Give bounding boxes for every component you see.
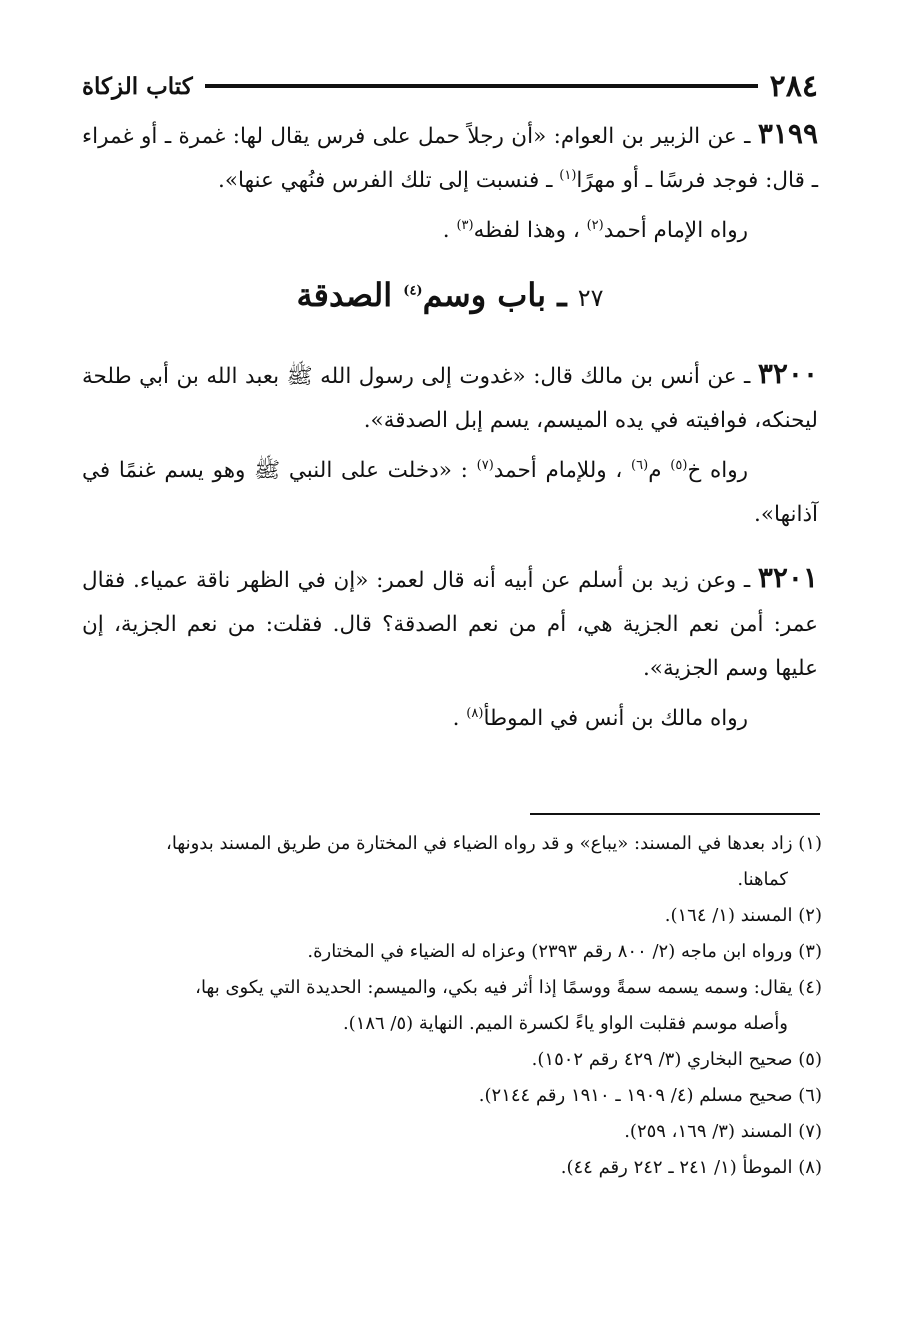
footnote-2 bbox=[82, 898, 822, 934]
footnote-text: زاد بعدها في المسند: «يباع» و قد رواه الضياء في المختارة من طريق المسند بدونها، bbox=[166, 833, 799, 854]
footnote-number: (٣) bbox=[798, 941, 822, 962]
footnote-ref: (١) bbox=[559, 167, 577, 183]
footnote-ref: (٤) bbox=[403, 283, 423, 299]
footnote-4-cont: وأصله موسم فقلبت الواو ياءً لكسرة الميم. النهاية (٥/ ١٨٦). bbox=[342, 1013, 788, 1034]
narration-text: : «دخلت على النبي ﷺ وهو يسم غنمًا في آذانها». bbox=[82, 458, 818, 527]
narration-text: رواه الإمام أحمد bbox=[603, 218, 748, 243]
footnote-number: (٢) bbox=[798, 905, 822, 926]
footnote-ref: (٦) bbox=[631, 457, 649, 473]
footnote-ref: (٢) bbox=[586, 217, 604, 233]
narration-text: . bbox=[442, 218, 457, 243]
footnotes bbox=[82, 826, 822, 1186]
narration bbox=[82, 209, 818, 253]
footnote-3 bbox=[82, 934, 822, 970]
chapter-title-end: الصدقة bbox=[296, 276, 404, 314]
narration-text: ، وهذا لفظه bbox=[473, 218, 587, 243]
footnote-number: (١) bbox=[798, 833, 822, 854]
footnote-text: يقال: وسمه يسمه سمةً ووسمًا إذا أثر فيه بكي، والميسم: الحديدة التي يكوى بها، bbox=[195, 977, 799, 998]
hadith-3201 bbox=[82, 556, 818, 741]
footnote-7 bbox=[82, 1114, 822, 1150]
footnote-number: (٨) bbox=[798, 1157, 822, 1178]
book-title: كتاب الزكاة bbox=[82, 72, 193, 100]
footnote-ref: (٣) bbox=[456, 217, 474, 233]
footnote-text: المسند (٣/ ١٦٩، ٢٥٩). bbox=[624, 1121, 799, 1142]
narration bbox=[82, 697, 818, 741]
footnote-text: الموطأ (١/ ٢٤١ ـ ٢٤٢ رقم ٤٤). bbox=[560, 1157, 799, 1178]
narration-text: ، وللإمام أحمد bbox=[493, 458, 632, 483]
hadith-3199-text bbox=[82, 112, 818, 203]
chapter-number: ٢٧ bbox=[577, 284, 604, 312]
footnote-number: (٦) bbox=[798, 1085, 822, 1106]
page-number: ٢٨٤ bbox=[769, 68, 818, 104]
footnote-text: المسند (١/ ١٦٤). bbox=[664, 905, 799, 926]
chapter-heading bbox=[82, 276, 818, 314]
hadith-number: ٣٢٠٠ bbox=[757, 357, 818, 390]
footnote-4 bbox=[82, 970, 822, 1006]
footnote-1 bbox=[82, 826, 822, 862]
hadith-3200-text bbox=[82, 352, 818, 443]
footnote-8 bbox=[82, 1150, 822, 1186]
footnote-number: (٥) bbox=[798, 1049, 822, 1070]
footnote-text: صحيح البخاري (٣/ ٤٢٩ رقم ١٥٠٢). bbox=[531, 1049, 799, 1070]
header-rule bbox=[205, 84, 758, 88]
hadith-number: ٣١٩٩ bbox=[757, 117, 818, 150]
footnote-ref: (٨) bbox=[466, 705, 484, 721]
footnote-1-cont: كماهنا. bbox=[737, 869, 788, 890]
hadith-number: ٣٢٠١ bbox=[757, 561, 818, 594]
narration-text: رواه مالك بن أنس في الموطأ bbox=[483, 706, 748, 731]
hadith-3200 bbox=[82, 352, 818, 537]
footnote-ref: (٥) bbox=[670, 457, 688, 473]
footnote-text: صحيح مسلم (٤/ ١٩٠٩ ـ ١٩١٠ رقم ٢١٤٤). bbox=[478, 1085, 799, 1106]
narration bbox=[82, 449, 818, 537]
hadith-text: ـ عن الزبير بن العوام: «أن رجلاً حمل على فرس يقال لها: غمرة ـ أو غمراء ـ قال: فوجد فرسًا ـ أو مهرًا bbox=[82, 124, 818, 193]
footnote-5 bbox=[82, 1042, 822, 1078]
hadith-3199 bbox=[82, 112, 818, 253]
chapter-title: ـ باب وسم bbox=[422, 276, 578, 314]
narration-text: رواه خ bbox=[687, 458, 749, 483]
footnote-text: ورواه ابن ماجه (٢/ ٨٠٠ رقم ٢٣٩٣) وعزاه له الضياء في المختارة. bbox=[307, 941, 799, 962]
footnote-number: (٤) bbox=[798, 977, 822, 998]
hadith-3201-text bbox=[82, 556, 818, 691]
hadith-text-end: ـ فنسبت إلى تلك الفرس فنُهي عنها». bbox=[218, 168, 560, 193]
hadith-text: ـ وعن زيد بن أسلم عن أبيه أنه قال لعمر: «إن في الظهر ناقة عمياء. فقال عمر: أمن نعم الجزية هي، أم من نعم الصدقة؟ قال. فقلت: من نعم الجزية، إن عليها وسم الجزية». bbox=[82, 568, 818, 681]
narration-text: . bbox=[452, 706, 467, 731]
footnote-6 bbox=[82, 1078, 822, 1114]
narration-text: م bbox=[648, 458, 671, 483]
footnote-ref: (٧) bbox=[476, 457, 494, 473]
footnote-number: (٧) bbox=[798, 1121, 822, 1142]
footnote-divider bbox=[530, 813, 820, 815]
page-header bbox=[82, 66, 818, 106]
hadith-text: ـ عن أنس بن مالك قال: «غدوت إلى رسول الله ﷺ بعبد الله بن أبي طلحة ليحنكه، فوافيته في يده الميسم، يسم إبل الصدقة». bbox=[82, 364, 818, 433]
